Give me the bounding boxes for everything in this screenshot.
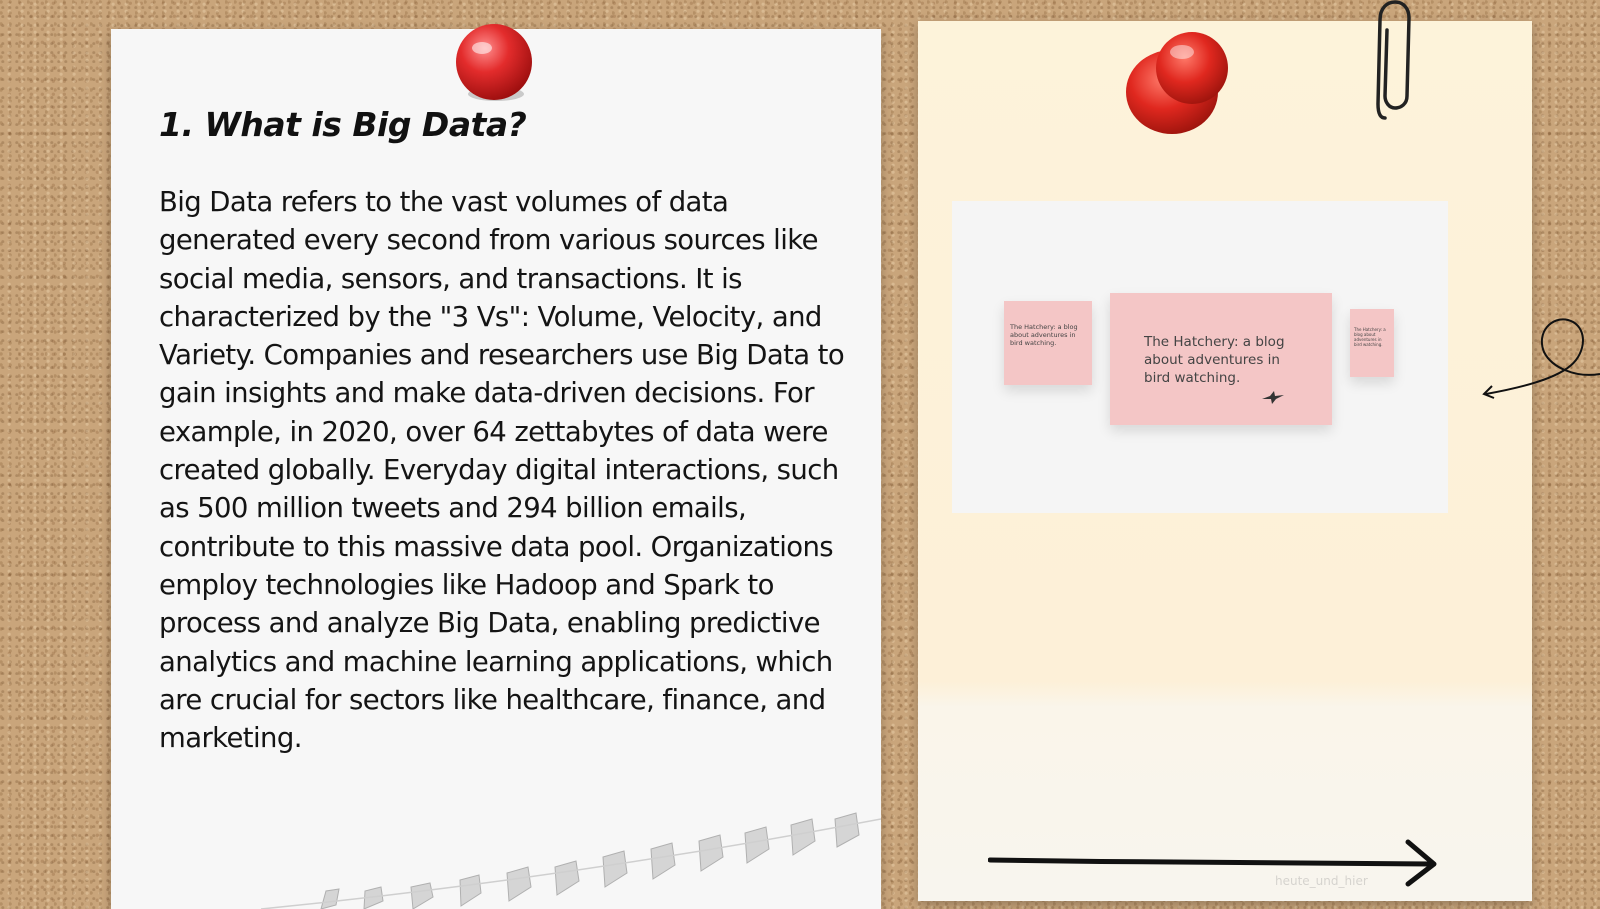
- pushpin-icon: [452, 22, 536, 106]
- arrow-right-icon: [988, 838, 1448, 888]
- slide-body-text: Big Data refers to the vast volumes of data generated every second from various sources like social media, sensors, and transactions. It is characterized by the "3 Vs": Volume, Velocity, and Variety. Companies and researchers use Big Data to gain insights and make data-driven decisions. For example, in 2020, over 64 zettabytes of data were created globally. Everyday digital interactions, such as 500 million tweets and 294 billion emails, contribute to this massive data pool. Organizations employ technologies like Hadoop and Spark to process and analyze Big Data, enabling predictive analytics and machine learning applications, which are crucial for sectors like healthcare, finance, and marketing.: [159, 186, 845, 755]
- slide-title: 1. What is Big Data?: [159, 105, 527, 144]
- pushpin-icon: [1122, 30, 1242, 134]
- paperclip-icon: [1375, 0, 1415, 124]
- sticky-note: [918, 21, 1532, 901]
- notebook-page: [111, 29, 881, 909]
- preview-card-text: The Hatchery: a blog about adventures in bird watching.: [1144, 334, 1285, 386]
- preview-card-main: [1110, 293, 1332, 425]
- preview-card-text: The Hatchery: a blog about adventures in bird watching.: [1354, 327, 1386, 347]
- preview-card-right: [1350, 309, 1394, 377]
- website-preview-image: [952, 201, 1448, 513]
- watermark: heute_und_hier: [1275, 874, 1368, 888]
- curly-arrow-icon: [1480, 312, 1600, 408]
- preview-card-text: The Hatchery: a blog about adventures in bird watching.: [1010, 323, 1078, 347]
- preview-card-left: [1004, 301, 1092, 385]
- bird-icon: [1260, 389, 1286, 405]
